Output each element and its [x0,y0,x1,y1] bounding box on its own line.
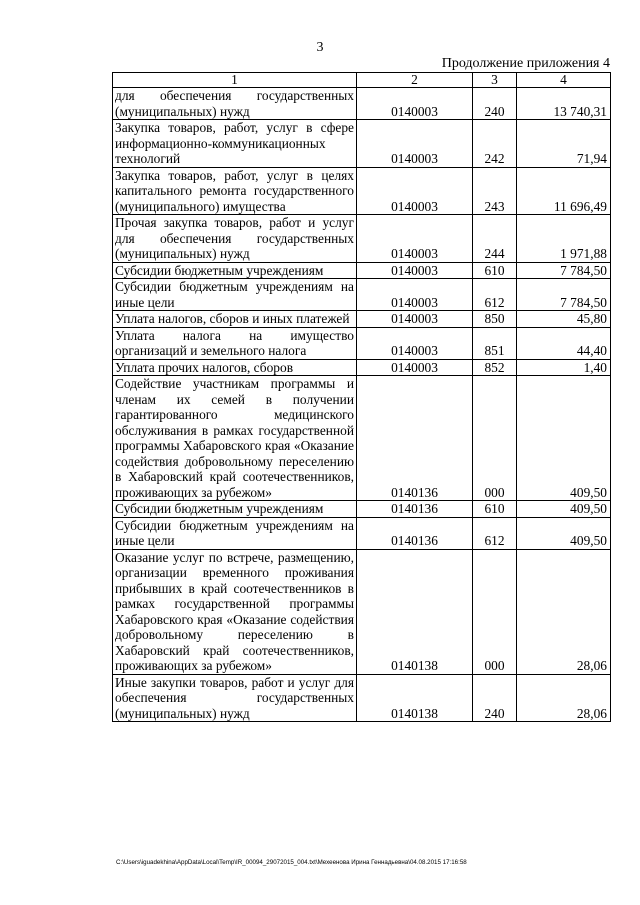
row-amount: 7 784,50 [517,262,611,279]
row-description: Уплата налогов, сборов и иных платежей [113,311,357,328]
row-amount: 11 696,49 [517,167,611,215]
row-description: Уплата налога на имущество организаций и земельного налога [113,327,357,359]
row-description: Содействие участникам программы и членам их семей в получении гарантированного медицинского обслуживания в рамках государственной программы Хабаровского края «Оказание содействия добровольному переселению в Хабаровский край соотечественников, проживающих за рубежом» [113,376,357,501]
row-description: Уплата прочих налогов, сборов [113,359,357,376]
header-cell-3: 3 [473,73,517,88]
row-target-code: 0140136 [357,376,473,501]
row-amount: 13 740,31 [517,88,611,120]
row-amount: 7 784,50 [517,279,611,311]
row-expense-type: 850 [473,311,517,328]
file-path-footer: C:\Users\iguadekhina\AppData\Local\Temp\IR_00094_29072015_004.txt\Мехеенова Ирина Геннадьевна\04.08.2015 17:16:58 [116,859,467,866]
row-amount: 409,50 [517,376,611,501]
budget-table [112,72,611,722]
row-expense-type: 240 [473,88,517,120]
row-description: Субсидии бюджетным учреждениям на иные цели [113,517,357,549]
row-target-code: 0140003 [357,167,473,215]
row-amount: 1,40 [517,359,611,376]
row-description: Иные закупки товаров, работ и услуг для обеспечения государственных (муниципальных) нужд [113,674,357,722]
row-expense-type: 000 [473,549,517,674]
page-number: 3 [316,40,324,55]
row-target-code: 0140136 [357,501,473,518]
header-cell-4: 4 [517,73,611,88]
table-row [113,167,611,215]
row-expense-type: 612 [473,517,517,549]
row-description: для обеспечения государственных (муниципальных) нужд [113,88,357,120]
row-expense-type: 000 [473,376,517,501]
table-row [113,215,611,263]
header-cell-1: 1 [113,73,357,88]
row-target-code: 0140003 [357,215,473,263]
row-description: Закупка товаров, работ, услуг в сфере информационно-коммуникационных технологий [113,120,357,168]
row-expense-type: 243 [473,167,517,215]
table-row [113,120,611,168]
row-expense-type: 242 [473,120,517,168]
row-description: Закупка товаров, работ, услуг в целях капитального ремонта государственного (муниципального) имущества [113,167,357,215]
row-amount: 28,06 [517,549,611,674]
row-target-code: 0140003 [357,120,473,168]
header-row [113,73,611,88]
row-target-code: 0140136 [357,517,473,549]
table-row [113,88,611,120]
row-target-code: 0140138 [357,674,473,722]
continuation-caption: Продолжение приложения 4 [441,56,610,71]
table-row [113,359,611,376]
row-amount: 45,80 [517,311,611,328]
table-row [113,327,611,359]
table-row [113,674,611,722]
table-row [113,517,611,549]
header-cell-2: 2 [357,73,473,88]
row-expense-type: 610 [473,501,517,518]
row-description: Субсидии бюджетным учреждениям [113,501,357,518]
row-expense-type: 852 [473,359,517,376]
row-description: Прочая закупка товаров, работ и услуг для обеспечения государственных (муниципальных) нужд [113,215,357,263]
row-description: Оказание услуг по встрече, размещению, организации временного проживания прибывших в край соотечественников в рамках государственной программы Хабаровского края «Оказание содействия добровольному переселению в Хабаровский край соотечественников, проживающих за рубежом» [113,549,357,674]
row-amount: 71,94 [517,120,611,168]
table-row [113,311,611,328]
row-expense-type: 612 [473,279,517,311]
table-row [113,376,611,501]
row-amount: 28,06 [517,674,611,722]
row-expense-type: 240 [473,674,517,722]
row-target-code: 0140003 [357,359,473,376]
row-amount: 1 971,88 [517,215,611,263]
row-target-code: 0140138 [357,549,473,674]
table-row [113,501,611,518]
row-description: Субсидии бюджетным учреждениям [113,262,357,279]
row-target-code: 0140003 [357,88,473,120]
row-amount: 44,40 [517,327,611,359]
table-row [113,549,611,674]
row-amount: 409,50 [517,501,611,518]
row-expense-type: 851 [473,327,517,359]
row-expense-type: 610 [473,262,517,279]
row-target-code: 0140003 [357,279,473,311]
table-row [113,279,611,311]
row-amount: 409,50 [517,517,611,549]
row-target-code: 0140003 [357,311,473,328]
row-description: Субсидии бюджетным учреждениям на иные цели [113,279,357,311]
row-expense-type: 244 [473,215,517,263]
table-row [113,262,611,279]
row-target-code: 0140003 [357,327,473,359]
row-target-code: 0140003 [357,262,473,279]
